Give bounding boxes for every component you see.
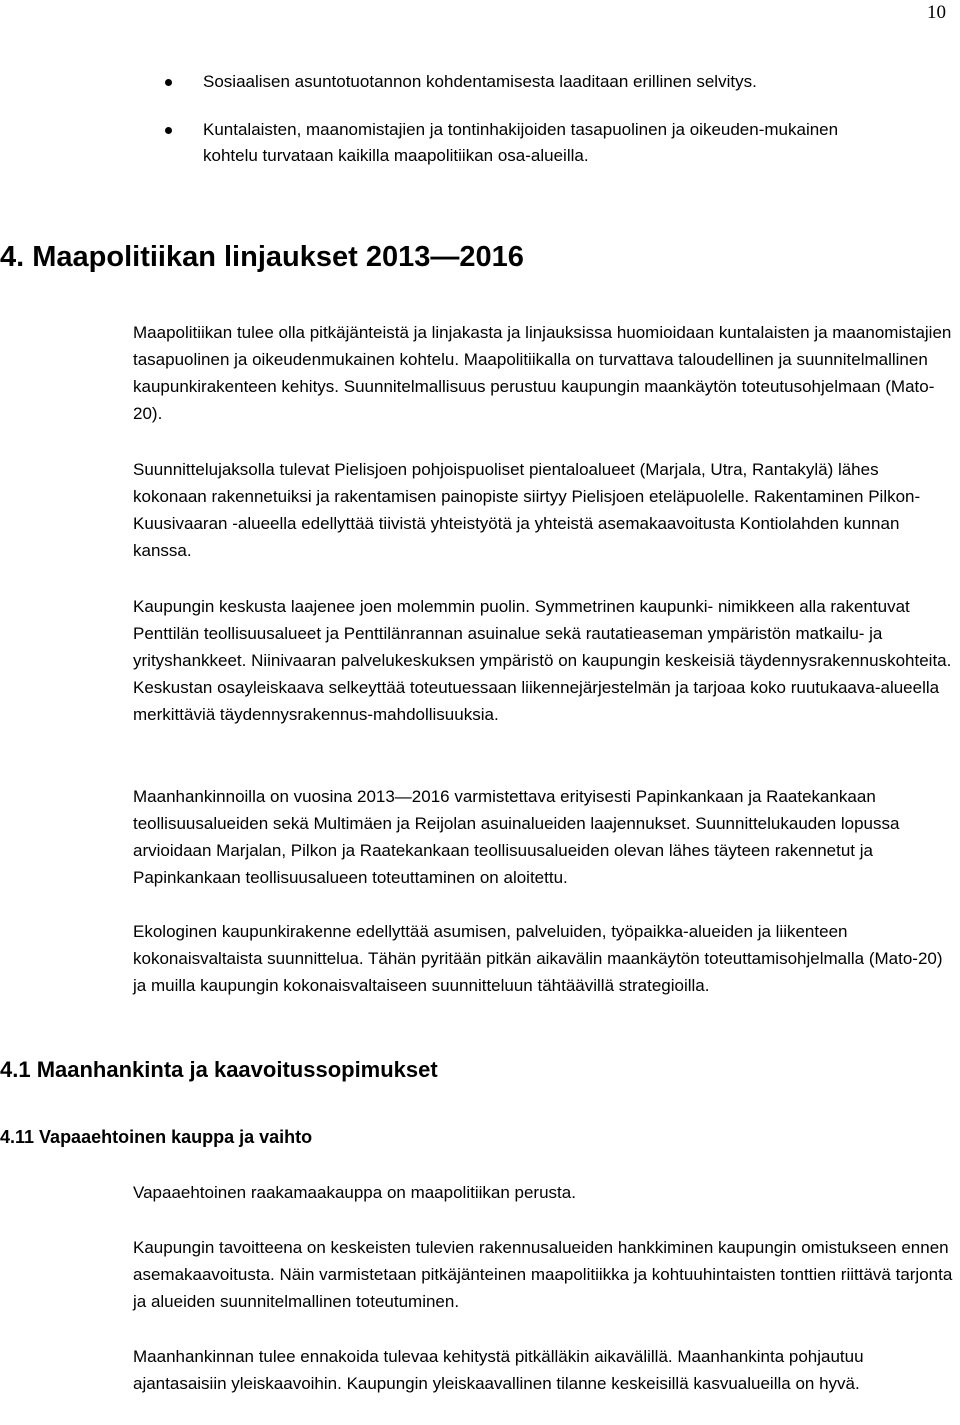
paragraph: Kaupungin keskusta laajenee joen molemmin puolin. Symmetrinen kaupunki- nimikkeen alla rakentuvat Penttilän teollisuusalueet ja Penttilänrannan asuinalue sekä rautatieaseman ympäristön matkailu- ja yrityshankkeet. Niinivaaran palvelukeskuksen ympäristö on kaupungin keskeisiä täydennysrakennuskohteita. Keskustan osayleiskaava selkeyttää toteutuessaan liikennejärjestelmän ja tarjoaa koko ruutukaava-alueella merkittäviä täydennysrakennus-mahdollisuuksia. <box>133 597 952 724</box>
bullet-dot-icon <box>165 79 172 86</box>
bullet-dot-icon <box>165 127 172 134</box>
subsection-heading: 4.1 Maanhankinta ja kaavoitussopimukset <box>0 1057 438 1082</box>
bullet-item <box>0 69 843 95</box>
bullet-text: Sosiaalisen asuntotuotannon kohdentamisesta laaditaan erillinen selvitys. <box>203 72 757 91</box>
paragraph: Vapaaehtoinen raakamaakauppa on maapolitiikan perusta. <box>133 1183 576 1202</box>
subsubsection-heading: 4.11 Vapaaehtoinen kauppa ja vaihto <box>0 1127 313 1147</box>
paragraph: Ekologinen kaupunkirakenne edellyttää asumisen, palveluiden, työpaikka-alueiden ja liikenteen kokonaisvaltaista suunnittelua. Tähän pyritään pitkän aikavälin maankäytön toteuttamisohjelmalla (Mato-20) ja muilla kaupungin kokonaisvaltaiseen suunnitteluun tähtäävillä strategioilla. <box>133 922 943 995</box>
bullet-list <box>0 69 843 191</box>
paragraph: Kaupungin tavoitteena on keskeisten tulevien rakennusalueiden hankkiminen kaupungin omistukseen ennen asemakaavoitusta. Näin varmistetaan pitkäjänteinen maapolitiikka ja kohtuuhintaisten tonttien riittävä tarjonta ja alueiden suunnitelmallinen toteutuminen. <box>133 1238 953 1311</box>
paragraph: Maanhankinnan tulee ennakoida tulevaa kehitystä pitkälläkin aikavälillä. Maanhankinta pohjautuu ajantasaisiin yleiskaavoihin. Kaupungin yleiskaavallinen tilanne keskeisillä kasvualueilla on hyvä. <box>133 1347 864 1393</box>
bullet-text: Kuntalaisten, maanomistajien ja tontinhakijoiden tasapuolinen ja oikeuden-mukainen kohtelu turvataan kaikilla maapolitiikan osa-alueilla. <box>203 120 839 165</box>
paragraph: Maapolitiikan tulee olla pitkäjänteistä ja linjakasta ja linjauksissa huomioidaan kuntalaisten ja maanomistajien tasapuolinen ja oikeudenmukainen kohtelu. Maapolitiikalla on turvattava taloudellinen ja suunnitelmallinen kaupunkirakenteen kehitys. Suunnitelmallisuus perustuu kaupungin maankäytön toteutusohjelmaan (Mato-20). <box>133 323 952 423</box>
section-heading: 4. Maapolitiikan linjaukset 2013—2016 <box>0 241 524 273</box>
bullet-item <box>0 117 843 169</box>
paragraph: Suunnittelujaksolla tulevat Pielisjoen pohjoispuoliset pientaloalueet (Marjala, Utra, Rantakylä) lähes kokonaan rakennetuiksi ja rakentamisen painopiste siirtyy Pielisjoen eteläpuolelle. Rakentaminen Pilkon- Kuusivaaran -alueella edellyttää tiivistä yhteistyötä ja yhteistä asemakaavoitusta Kontiolahden kunnan kanssa. <box>133 460 921 560</box>
page-number: 10 <box>927 2 946 23</box>
paragraph: Maanhankinnoilla on vuosina 2013—2016 varmistettava erityisesti Papinkankaan ja Raatekankaan teollisuusalueiden sekä Multimäen ja Reijolan asuinalueiden laajennukset. Suunnittelukauden lopussa arvioidaan Marjalan, Pilkon ja Raatekankaan teollisuusalueiden olevan lähes täyteen rakennetut ja Papinkankaan teollisuusalueen toteuttaminen on aloitettu. <box>133 787 900 887</box>
